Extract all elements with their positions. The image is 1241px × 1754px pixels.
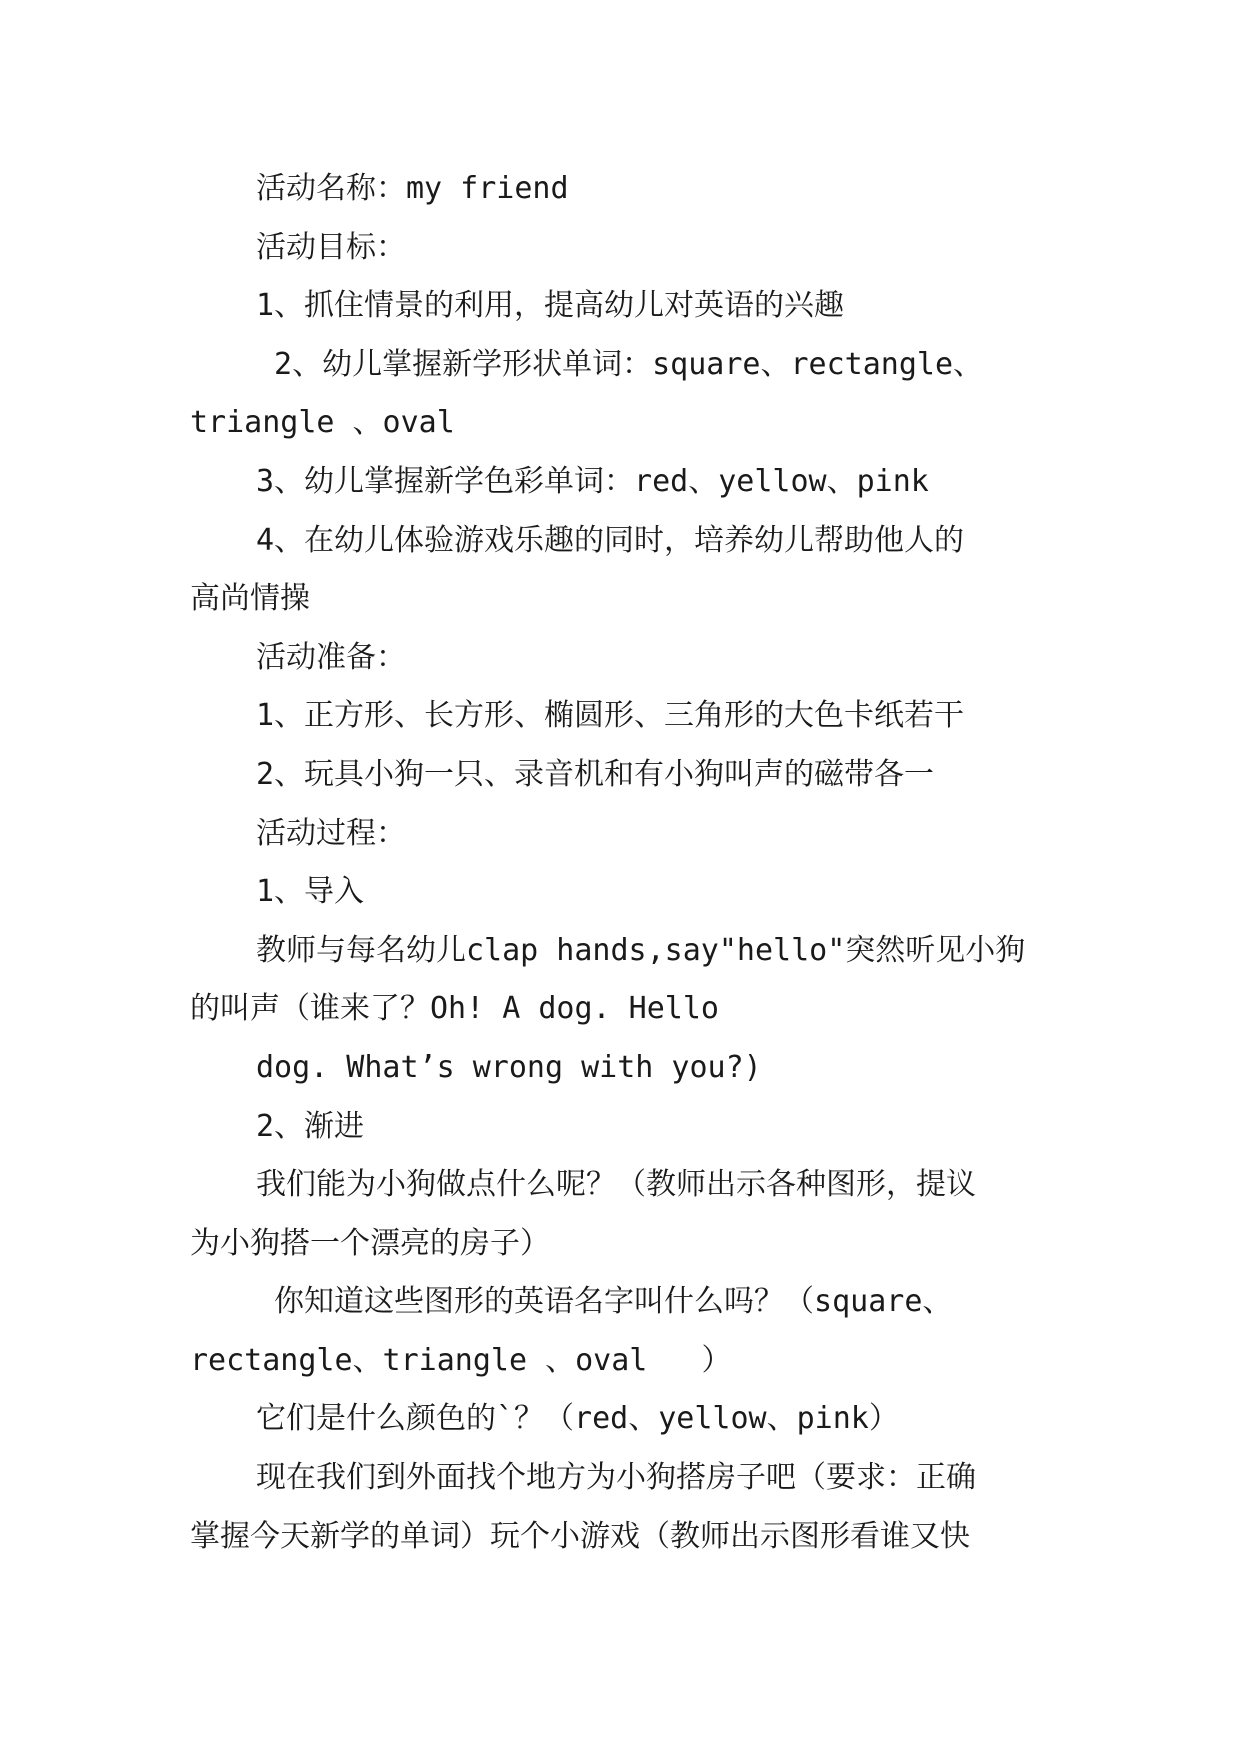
- process-step-2-continuation: 为小狗搭一个漂亮的房子）: [190, 1225, 550, 1261]
- process-step-2-heading: 2、渐进: [256, 1108, 365, 1144]
- outdoor-activity-continuation: 掌握今天新学的单词）玩个小游戏（教师出示图形看谁又快: [190, 1518, 970, 1554]
- document-body: [190, 160, 1060, 1566]
- prep-1-line: 1、正方形、长方形、椭圆形、三角形的大色卡纸若干: [256, 698, 965, 734]
- shape-question-continuation: rectangle、triangle 、oval ）: [190, 1342, 732, 1378]
- process-step-2-text: 我们能为小狗做点什么呢？（教师出示各种图形，提议: [256, 1167, 976, 1203]
- goal-1-line: 1、抓住情景的利用，提高幼儿对英语的兴趣: [256, 288, 845, 324]
- goal-4-continuation: 高尚情操: [190, 581, 310, 617]
- activity-goals-heading: 活动目标：: [256, 229, 406, 265]
- goal-2-line: 2、幼儿掌握新学形状单词：square、rectangle、: [256, 346, 984, 382]
- goal-2-continuation: triangle 、oval: [190, 405, 455, 441]
- shape-question-line: 你知道这些图形的英语名字叫什么吗？（square、: [256, 1284, 953, 1320]
- process-step-1-heading: 1、导入: [256, 874, 365, 910]
- process-step-1-continuation: 的叫声（谁来了？Oh! A dog. Hello: [190, 991, 719, 1027]
- activity-process-heading: 活动过程：: [256, 815, 406, 851]
- goal-3-line: 3、幼儿掌握新学色彩单词：red、yellow、pink: [256, 463, 929, 499]
- goal-4-line: 4、在幼儿体验游戏乐趣的同时，培养幼儿帮助他人的: [256, 522, 965, 558]
- outdoor-activity-line: 现在我们到外面找个地方为小狗搭房子吧（要求：正确: [256, 1460, 976, 1496]
- color-question-line: 它们是什么颜色的`？（red、yellow、pink）: [256, 1401, 899, 1437]
- activity-name-line: 活动名称：my friend: [256, 171, 569, 206]
- process-step-1-dialogue: dog. What’s wrong with you?): [256, 1049, 762, 1085]
- activity-prep-heading: 活动准备：: [256, 639, 406, 675]
- prep-2-line: 2、玩具小狗一只、录音机和有小狗叫声的磁带各一: [256, 756, 935, 792]
- process-step-1-text: 教师与每名幼儿clap hands,say"hello"突然听见小狗: [256, 932, 1026, 968]
